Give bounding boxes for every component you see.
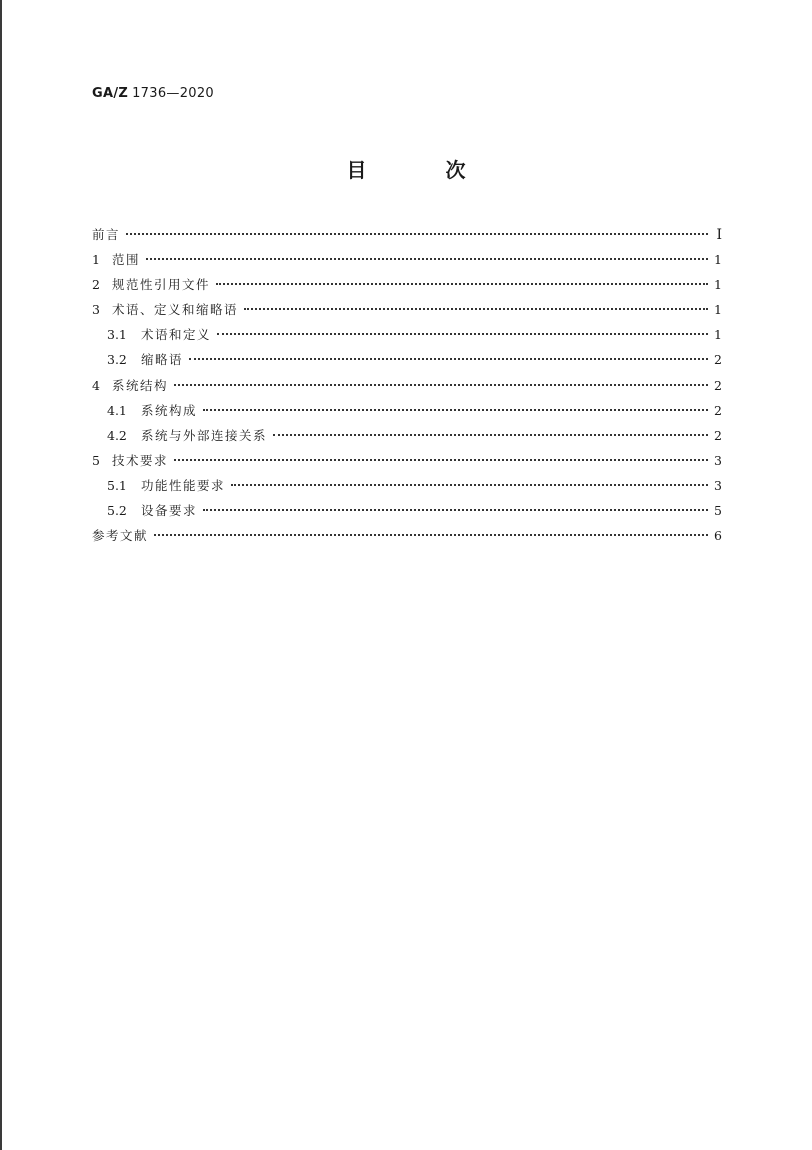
document-code [92, 86, 214, 101]
toc-dot-leader [174, 459, 708, 461]
toc-entry-number: 5 [92, 452, 100, 468]
toc-entry-page: 2 [714, 377, 722, 393]
toc-entry-page: 2 [714, 427, 722, 443]
toc-entry-number: 4 [92, 377, 100, 393]
toc-entry-number: 5.2 [107, 503, 127, 519]
toc-entry-label: 系统构成 [141, 402, 198, 418]
toc-dot-leader [174, 384, 708, 386]
toc-entry-terms[interactable] [92, 297, 722, 322]
toc-entry-normative-references[interactable] [92, 272, 722, 297]
toc-entry-bibliography[interactable] [92, 523, 722, 548]
toc-entry-number: 3.1 [107, 327, 127, 343]
toc-dot-leader [154, 534, 708, 536]
document-code-number: 1736—2020 [132, 86, 214, 101]
document-code-prefix: GA/Z [92, 86, 129, 101]
toc-dot-leader [146, 258, 708, 260]
toc-entry-label: 缩略语 [141, 352, 184, 368]
toc-entry-page: 5 [714, 503, 722, 519]
toc-entry-page: Ⅰ [716, 227, 722, 243]
toc-entry-label: 系统结构 [112, 377, 169, 393]
toc-entry-label: 前言 [92, 227, 121, 242]
toc-entry-external-connections[interactable] [92, 423, 722, 448]
toc-entry-page: 1 [714, 327, 722, 343]
toc-entry-number: 3 [92, 302, 100, 318]
toc-entry-scope[interactable] [92, 247, 722, 272]
toc-entry-system-composition[interactable] [92, 398, 722, 423]
toc-entry-label: 术语和定义 [141, 327, 212, 343]
table-of-contents [92, 222, 722, 548]
toc-entry-page: 1 [714, 302, 722, 318]
toc-entry-page: 3 [714, 477, 722, 493]
toc-entry-label: 功能性能要求 [141, 477, 226, 493]
toc-entry-number: 4.2 [107, 427, 127, 443]
toc-entry-number: 4.1 [107, 402, 127, 418]
toc-entry-technical-requirements[interactable] [92, 448, 722, 473]
toc-entry-label: 参考文献 [92, 528, 149, 544]
toc-entry-foreword[interactable] [92, 222, 722, 247]
toc-entry-page: 2 [714, 352, 722, 368]
toc-dot-leader [244, 308, 708, 310]
toc-entry-number: 2 [92, 277, 100, 293]
toc-dot-leader [216, 283, 708, 285]
toc-entry-page: 3 [714, 452, 722, 468]
toc-dot-leader [273, 434, 708, 436]
toc-dot-leader [217, 333, 708, 335]
toc-entry-page: 6 [714, 528, 722, 544]
toc-dot-leader [126, 233, 708, 235]
toc-dot-leader [231, 484, 708, 486]
toc-entry-label: 术语、定义和缩略语 [112, 302, 239, 318]
toc-entry-page: 1 [714, 277, 722, 293]
toc-entry-label: 技术要求 [112, 452, 169, 468]
toc-entry-label: 设备要求 [141, 503, 198, 519]
toc-dot-leader [189, 358, 708, 360]
toc-entry-system-structure[interactable] [92, 373, 722, 398]
toc-entry-abbreviations[interactable] [92, 347, 722, 372]
toc-title: 目 次 [346, 158, 502, 182]
toc-entry-equipment-requirements[interactable] [92, 498, 722, 523]
toc-entry-label: 规范性引用文件 [112, 277, 211, 293]
toc-entry-terms-definitions[interactable] [92, 322, 722, 347]
toc-entry-number: 3.2 [107, 352, 127, 368]
toc-entry-number: 5.1 [107, 477, 127, 493]
toc-entry-page: 2 [714, 402, 722, 418]
toc-entry-function-performance[interactable] [92, 473, 722, 498]
toc-entry-label: 范围 [112, 252, 141, 268]
toc-entry-label: 系统与外部连接关系 [141, 427, 268, 443]
toc-dot-leader [203, 409, 708, 411]
toc-dot-leader [203, 509, 708, 511]
toc-entry-page: 1 [714, 252, 722, 268]
toc-entry-number: 1 [92, 252, 100, 268]
